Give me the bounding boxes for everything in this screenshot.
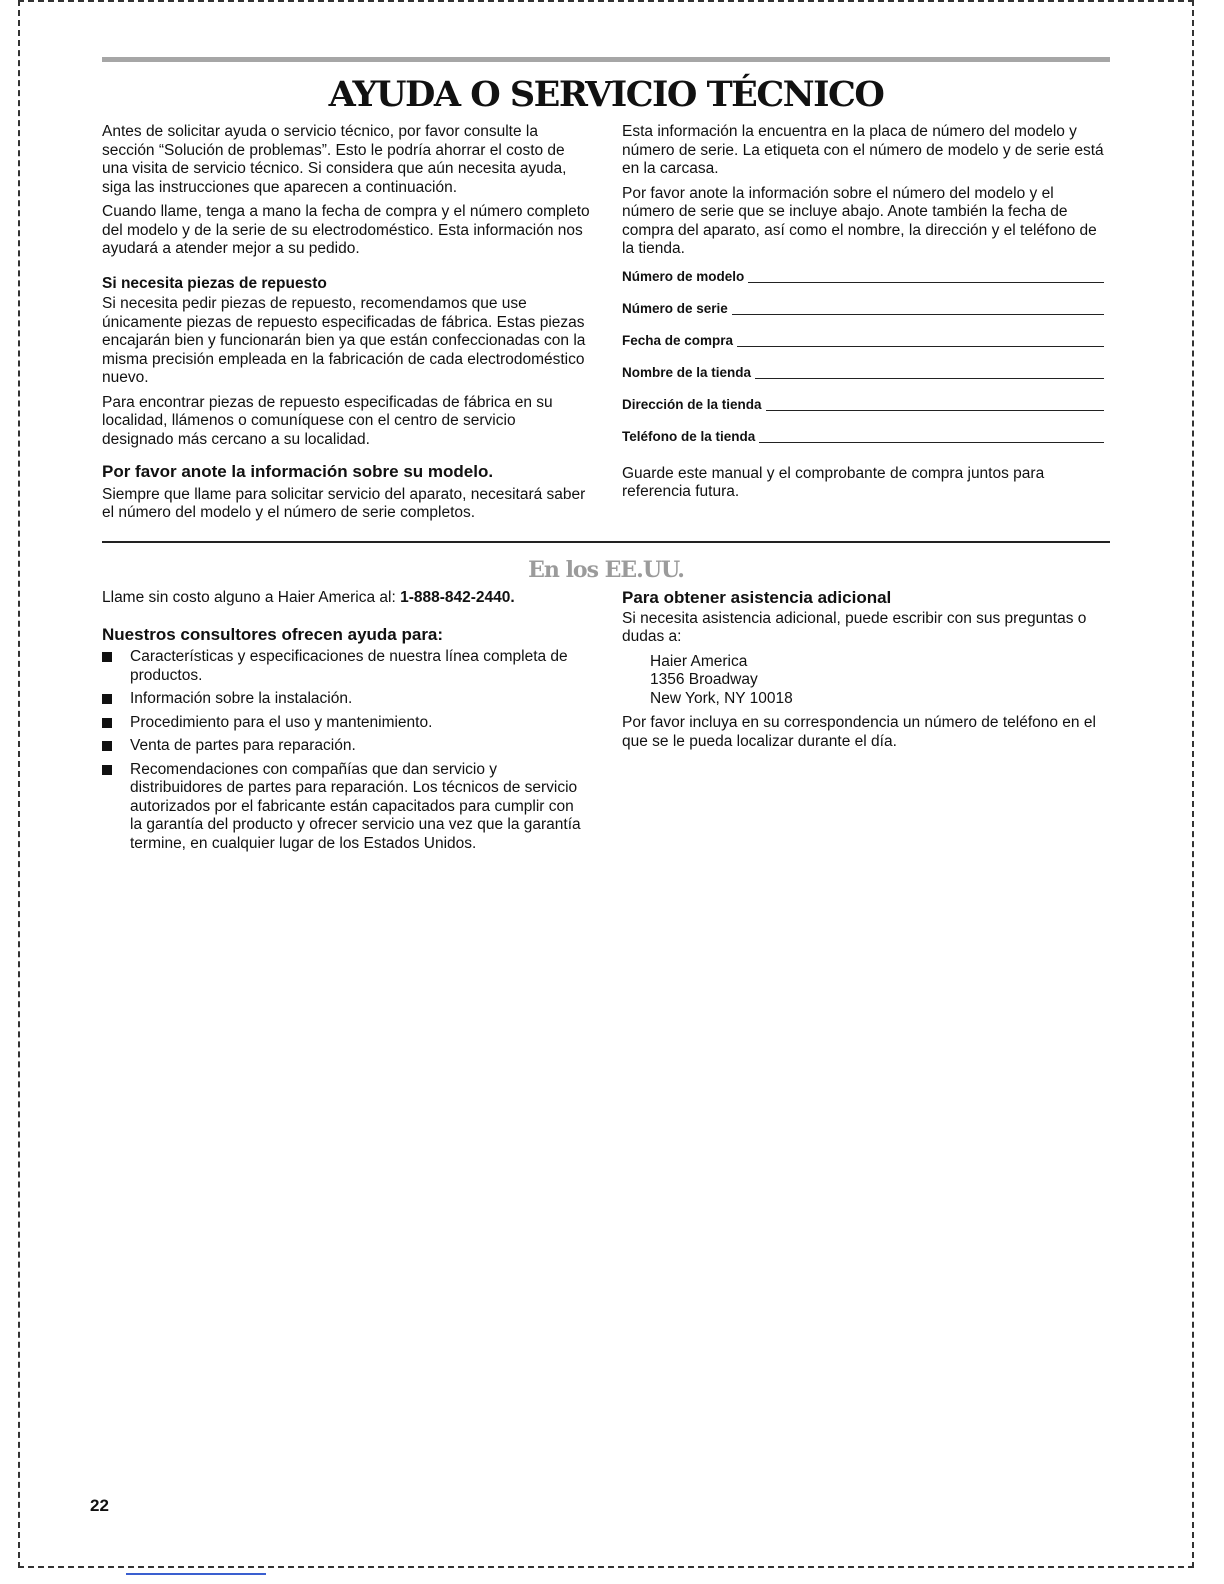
phone-number: 1-888-842-2440. (400, 589, 515, 606)
bullet-icon (102, 765, 112, 775)
list-item-text: Características y especificaciones de nuestra línea completa de productos. (130, 648, 568, 684)
parts-paragraph-1: Si necesita pedir piezas de repuesto, recomendamos que use únicamente piezas de repuesto especificadas de fábrica. Estas piezas encajarán bien y funcionarán bien ya que están confeccionadas con la misma precisión empleada en la fabricación de cada electrodoméstico nuevo. (102, 295, 586, 386)
bullet-icon (102, 694, 112, 704)
form-label: Número de modelo (622, 269, 745, 284)
left-column (102, 123, 590, 529)
consultants-heading: Nuestros consultores ofrecen ayuda para: (102, 624, 444, 644)
form-row-store-name (622, 351, 1104, 383)
serial-number-field[interactable] (732, 314, 1104, 315)
list-item-text: Venta de partes para reparación. (130, 737, 356, 754)
store-address-field[interactable] (766, 410, 1104, 411)
list-item (102, 714, 590, 733)
form-row-serial-number (622, 287, 1104, 319)
form-label: Dirección de la tienda (622, 397, 762, 412)
assist-paragraph-1: Si necesita asistencia adicional, puede escribir con sus preguntas o dudas a: (622, 609, 1087, 645)
page-number: 22 (90, 1496, 109, 1515)
form-label: Fecha de compra (622, 333, 734, 348)
page-title: AYUDA O SERVICIO TÉCNICO (328, 74, 884, 115)
list-item-text: Información sobre la instalación. (130, 690, 353, 707)
list-item (102, 690, 590, 709)
info-paragraph-2: Por favor anote la información sobre el número del modelo y el número de serie que se incluye abajo. Anote también la fecha de compra del aparato, así como el nombre, la dirección y el teléfono de la tienda. (622, 184, 1097, 257)
top-rule (102, 57, 1110, 62)
address-line: 1356 Broadway (650, 671, 758, 688)
intro-paragraph-2: Cuando llame, tenga a mano la fecha de compra y el número completo del modelo y de la serie de su electrodoméstico. Esta información nos ayudará a atender mejor a su pedido. (102, 203, 590, 257)
list-item (102, 648, 590, 685)
model-info-form (622, 255, 1104, 447)
address-line: Haier America (650, 652, 748, 670)
purchase-date-field[interactable] (737, 346, 1104, 347)
call-line (102, 589, 590, 608)
model-heading: Por favor anote la información sobre su modelo. (102, 462, 494, 481)
form-label: Nombre de la tienda (622, 365, 752, 380)
list-item-text: Procedimiento para el uso y mantenimiento. (130, 713, 433, 731)
form-row-model-number (622, 255, 1104, 287)
bullet-icon (102, 741, 112, 751)
store-name-field[interactable] (755, 378, 1104, 379)
store-phone-field[interactable] (759, 442, 1104, 443)
intro-paragraph-1: Antes de solicitar ayuda o servicio técnico, por favor consulte la sección “Solución de problemas”. Esto le podría ahorrar el costo de una visita de servicio técnico. Si considera que aún necesita ayuda, siga las instrucciones que aparecen a continuación. (102, 123, 567, 196)
bullet-icon (102, 652, 112, 662)
us-right-column (622, 589, 1104, 757)
right-column (622, 123, 1104, 508)
model-paragraph: Siempre que llame para solicitar servicio del aparato, necesitará saber el número del modelo y el número de serie completos. (102, 485, 586, 521)
parts-heading: Si necesita piezas de repuesto (102, 274, 327, 292)
model-number-field[interactable] (748, 282, 1104, 283)
form-row-purchase-date (622, 319, 1104, 351)
parts-paragraph-2: Para encontrar piezas de repuesto especificadas de fábrica en su localidad, llámenos o comuníquese con el centro de servicio designado más cercano a su localidad. (102, 393, 553, 448)
address-line: New York, NY 10018 (650, 689, 793, 707)
section-divider (102, 541, 1110, 543)
assist-heading: Para obtener asistencia adicional (622, 588, 892, 607)
mailing-address (622, 653, 1104, 709)
blue-mark (126, 1573, 266, 1575)
list-item-text: Recomendaciones con compañías que dan servicio y distribuidores de partes para reparación. Los técnicos de servicio autorizados por el fabricante están capacitados para cumplir con la garantía del producto y ofrecer servicio una vez que la garantía termine, en cualquier lugar de los Estados Unidos. (130, 760, 581, 852)
form-row-store-phone (622, 415, 1104, 447)
help-list (102, 648, 590, 853)
keep-manual-paragraph: Guarde este manual y el comprobante de compra juntos para referencia futura. (622, 464, 1045, 500)
bullet-icon (102, 718, 112, 728)
call-text: Llame sin costo alguno a Haier America al: (102, 589, 401, 606)
assist-paragraph-2: Por favor incluya en su correspondencia un número de teléfono en el que se le pueda localizar durante el día. (622, 714, 1096, 750)
us-left-column (102, 589, 590, 858)
form-row-store-address (622, 383, 1104, 415)
form-label: Teléfono de la tienda (622, 429, 756, 444)
form-label: Número de serie (622, 301, 728, 316)
us-section-title: En los EE.UU. (528, 557, 684, 583)
info-paragraph-1: Esta información la encuentra en la placa de número del modelo y número de serie. La etiqueta con el número de modelo y de serie está en la carcasa. (622, 123, 1104, 177)
list-item (102, 737, 590, 756)
list-item (102, 761, 590, 854)
